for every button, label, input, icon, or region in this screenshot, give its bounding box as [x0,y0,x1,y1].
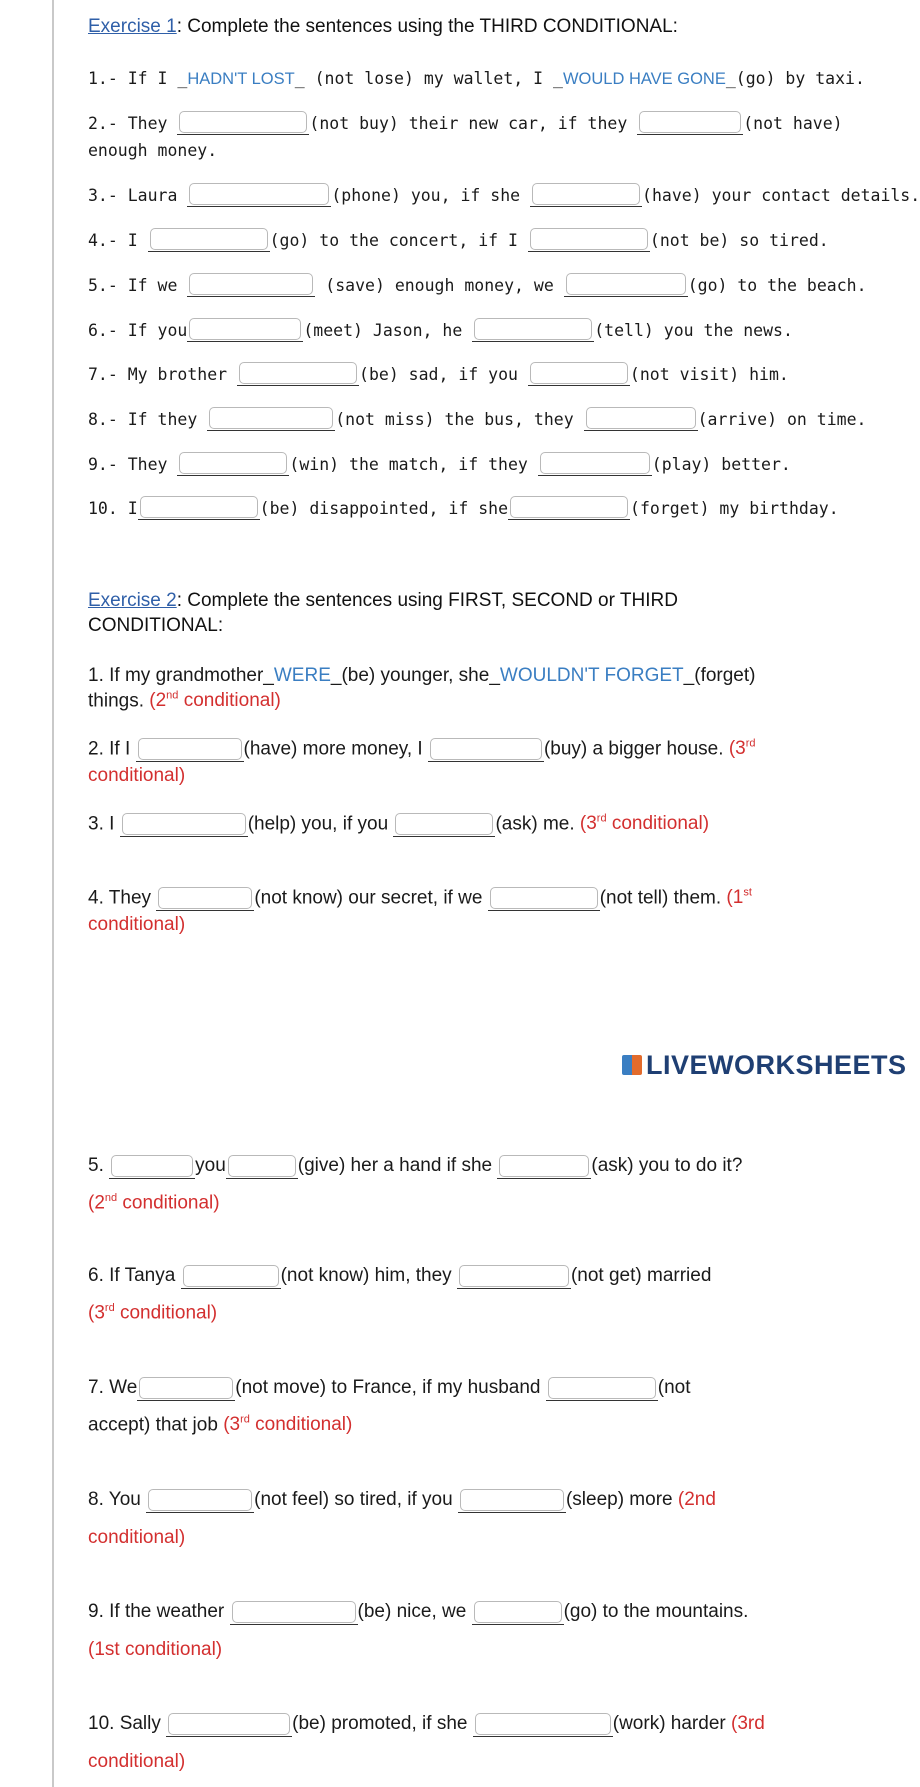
ex2-item-7-cont: accept) that job (3rd conditional) [88,1414,353,1436]
answer-input[interactable] [530,362,628,384]
answer-input[interactable] [460,1489,564,1511]
ex2-item-1-answer-2: WOULDN'T FORGET [499,665,684,686]
ex1-item-7: 7.- My brother (be) sad, if you (not visit) him. [88,362,789,386]
ex2-item-2: 2. If I (have) more money, I (buy) a bigger house. (3rd [88,738,756,762]
liveworksheets-logo: LIVEWORKSHEETS [622,1050,907,1081]
answer-input[interactable] [499,1155,589,1177]
ex1-item-3: 3.- Laura (phone) you, if she (have) your contact details. [88,183,920,207]
answer-input[interactable] [189,273,313,295]
ex2-item-4: 4. They (not know) our secret, if we (not tell) them. (1st [88,887,752,911]
answer-input[interactable] [189,318,301,340]
answer-input[interactable] [586,407,696,429]
answer-input[interactable] [639,111,741,133]
exercise-1-link[interactable]: Exercise 1 [88,16,177,37]
ex2-item-5-cont: (2nd conditional) [88,1192,220,1214]
answer-input[interactable] [138,738,242,760]
answer-input[interactable] [459,1265,569,1287]
answer-input[interactable] [510,496,628,518]
exercise-2-link[interactable]: Exercise 2 [88,590,177,611]
ex1-item-1: 1.- If I _HADN'T LOST_ (not lose) my wallet, I _WOULD HAVE GONE_(go) by taxi. [88,69,865,88]
ex1-item-5: 5.- If we (save) enough money, we (go) to the beach. [88,273,867,297]
ex2-item-9: 9. If the weather (be) nice, we (go) to the mountains. [88,1601,748,1625]
exercise-2-header [88,590,678,612]
ex2-item-2-cont: conditional) [88,765,186,786]
conditional-tag: (3rd [728,738,756,760]
answer-input[interactable] [179,111,307,133]
conditional-tag: (1st [726,887,752,909]
answer-input[interactable] [566,273,686,295]
answer-input[interactable] [140,496,258,518]
exercise-1-title: : Complete the sentences using the THIRD CONDITIONAL: [176,16,678,37]
answer-input[interactable] [183,1265,279,1287]
ex2-item-8: 8. You (not feel) so tired, if you (sleep) more (2nd [88,1489,716,1513]
answer-input[interactable] [139,1377,233,1399]
ex2-item-7: 7. We (not move) to France, if my husband (not [88,1377,691,1401]
conditional-tag: (3rd conditional) [223,1414,353,1436]
ex1-item-10: 10. I (be) disappointed, if she (forget) my birthday. [88,496,839,520]
exercise-2-title: : Complete the sentences using FIRST, SECOND or THIRD [176,590,678,611]
answer-input[interactable] [490,887,598,909]
ex2-item-1-cont: things. (2nd conditional) [88,690,281,712]
answer-input[interactable] [548,1377,656,1399]
answer-input[interactable] [148,1489,252,1511]
ex1-item-2-cont: enough money. [88,141,218,160]
answer-input[interactable] [111,1155,193,1177]
ex1-item-1-answer-2: WOULD HAVE GONE [562,70,726,88]
answer-input[interactable] [430,738,542,760]
ex2-item-6-cont: (3rd conditional) [88,1302,218,1324]
answer-input[interactable] [474,318,592,340]
answer-input[interactable] [150,228,268,250]
ex1-item-4: 4.- I (go) to the concert, if I (not be) so tired. [88,228,829,252]
ex1-item-9: 9.- They (win) the match, if they (play) better. [88,452,791,476]
answer-input[interactable] [122,813,246,835]
ex2-item-5: 5. you (give) her a hand if she (ask) you to do it? [88,1155,742,1179]
ex2-item-10: 10. Sally (be) promoted, if she (work) harder (3rd [88,1713,765,1737]
ex1-item-2: 2.- They (not buy) their new car, if they (not have) [88,111,843,135]
conditional-tag: (2nd [677,1489,716,1510]
answer-input[interactable] [158,887,252,909]
ex2-item-3: 3. I (help) you, if you (ask) me. (3rd conditional) [88,813,709,837]
ex1-item-6: 6.- If you (meet) Jason, he (tell) you the news. [88,318,793,342]
ex2-item-6: 6. If Tanya (not know) him, they (not get) married [88,1265,711,1289]
liveworksheets-icon [622,1055,642,1075]
answer-input[interactable] [530,228,648,250]
answer-input[interactable] [239,362,357,384]
answer-input[interactable] [209,407,333,429]
ex2-item-10-cont: conditional) [88,1751,186,1772]
ex1-item-1-answer-1: HADN'T LOST [187,70,295,88]
answer-input[interactable] [540,452,650,474]
ex2-item-1: 1. If my grandmother_WERE_(be) younger, she_WOULDN'T FORGET_(forget) [88,665,756,686]
answer-input[interactable] [475,1713,611,1735]
ex2-item-8-cont: conditional) [88,1527,186,1548]
ex2-item-9-cont: (1st conditional) [88,1639,223,1660]
conditional-tag: (3rd [731,1713,765,1734]
answer-input[interactable] [395,813,493,835]
answer-input[interactable] [168,1713,290,1735]
answer-input[interactable] [532,183,640,205]
answer-input[interactable] [232,1601,356,1623]
conditional-tag: (2nd conditional) [149,690,281,712]
answer-input[interactable] [189,183,329,205]
answer-input[interactable] [228,1155,296,1177]
ex2-item-1-answer-1: WERE [273,665,331,686]
conditional-tag: (3rd conditional) [579,813,710,835]
ex2-item-4-cont: conditional) [88,914,186,935]
exercise-2-title-cont: CONDITIONAL: [88,615,224,636]
ex1-item-8: 8.- If they (not miss) the bus, they (arrive) on time. [88,407,866,431]
exercise-1-header [88,16,678,38]
answer-input[interactable] [474,1601,562,1623]
answer-input[interactable] [179,452,287,474]
